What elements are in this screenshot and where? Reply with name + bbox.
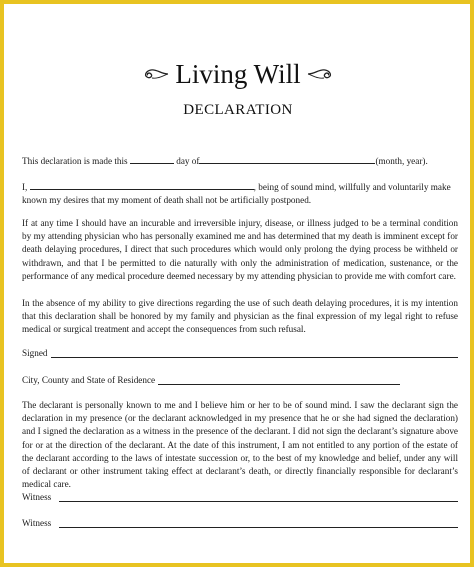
- witness-label-1: Witness: [22, 492, 52, 502]
- intro-part-1: This declaration is made this: [22, 156, 128, 166]
- residence-label: City, County and State of Residence: [22, 375, 156, 385]
- day-field[interactable]: [130, 154, 174, 164]
- witness-paragraph: The declarant is personally known to me and I believe him or her to be of sound mind. I saw the declarant sign the declaration in my presence (or the declarant acknowledged in my presence that he or she had signed the declaration) and I signed the declaration as a witness in the presence of the declarant. I did not sign the declarant’s signature above for or at the direction of the declarant. At the date of this instrument, I am not entitled to any portion of the estate of the declarant according to the laws of intestate succession or, to the best of my knowledge and belief, under any will of declarant or other instrument taking effect at declarant’s death, or directly financially responsible for declarant’s medical care.: [22, 400, 458, 490]
- terminal-condition-paragraph: If at any time I should have an incurable and irreversible injury, disease, or illness judged to be a terminal condition by my attending physician who has personally examined me and has determined that my death is imminent except for death delaying procedures, I direct that such procedures which would only prolong the dying process be withheld or withdrawn, and that I be permitted to die naturally with only the administration of medication, sustenance, or the performance of any medical procedure deemed necessary by my attending physician to provide me with comfort care.: [22, 218, 458, 281]
- left-flourish-icon: [141, 67, 169, 81]
- intro-part-3: (month, year).: [375, 156, 428, 166]
- knowledge-paragraph: [22, 180, 458, 207]
- knowledge-line2: known my desires that my moment of death shall not be artificially postponed.: [22, 195, 312, 206]
- intro-line: [22, 154, 458, 168]
- living-will-page: [18, 4, 458, 567]
- residence-row: [22, 374, 458, 387]
- page-title: Living Will: [175, 59, 301, 89]
- absence-paragraph: In the absence of my ability to give directions regarding the use of such death delaying procedures, it is my intention that this declaration shall be honored by my family and physician as the final expression of my legal right to refuse medical or surgical treatment and accept the consequences from such refusal.: [22, 298, 458, 335]
- residence-field[interactable]: [158, 383, 400, 385]
- witness-field-2[interactable]: [59, 526, 458, 528]
- right-flourish-icon: [307, 67, 335, 81]
- witness-row-1: [22, 491, 458, 504]
- signed-label: Signed: [22, 348, 48, 358]
- title-row: [18, 58, 458, 90]
- knowledge-line1-suffix: , being of sound mind, willfully and voluntarily make: [253, 182, 451, 192]
- knowledge-prefix: I,: [22, 182, 28, 192]
- month-year-field[interactable]: [199, 154, 375, 164]
- signed-field[interactable]: [51, 356, 458, 358]
- witness-row-2: [22, 517, 458, 530]
- witness-field-1[interactable]: [59, 500, 458, 502]
- witness-label-2: Witness: [22, 518, 52, 528]
- declarant-name-field[interactable]: [30, 180, 254, 190]
- page-subtitle: DECLARATION: [183, 102, 293, 118]
- intro-part-2: day of: [176, 156, 200, 166]
- signed-row: [22, 347, 458, 360]
